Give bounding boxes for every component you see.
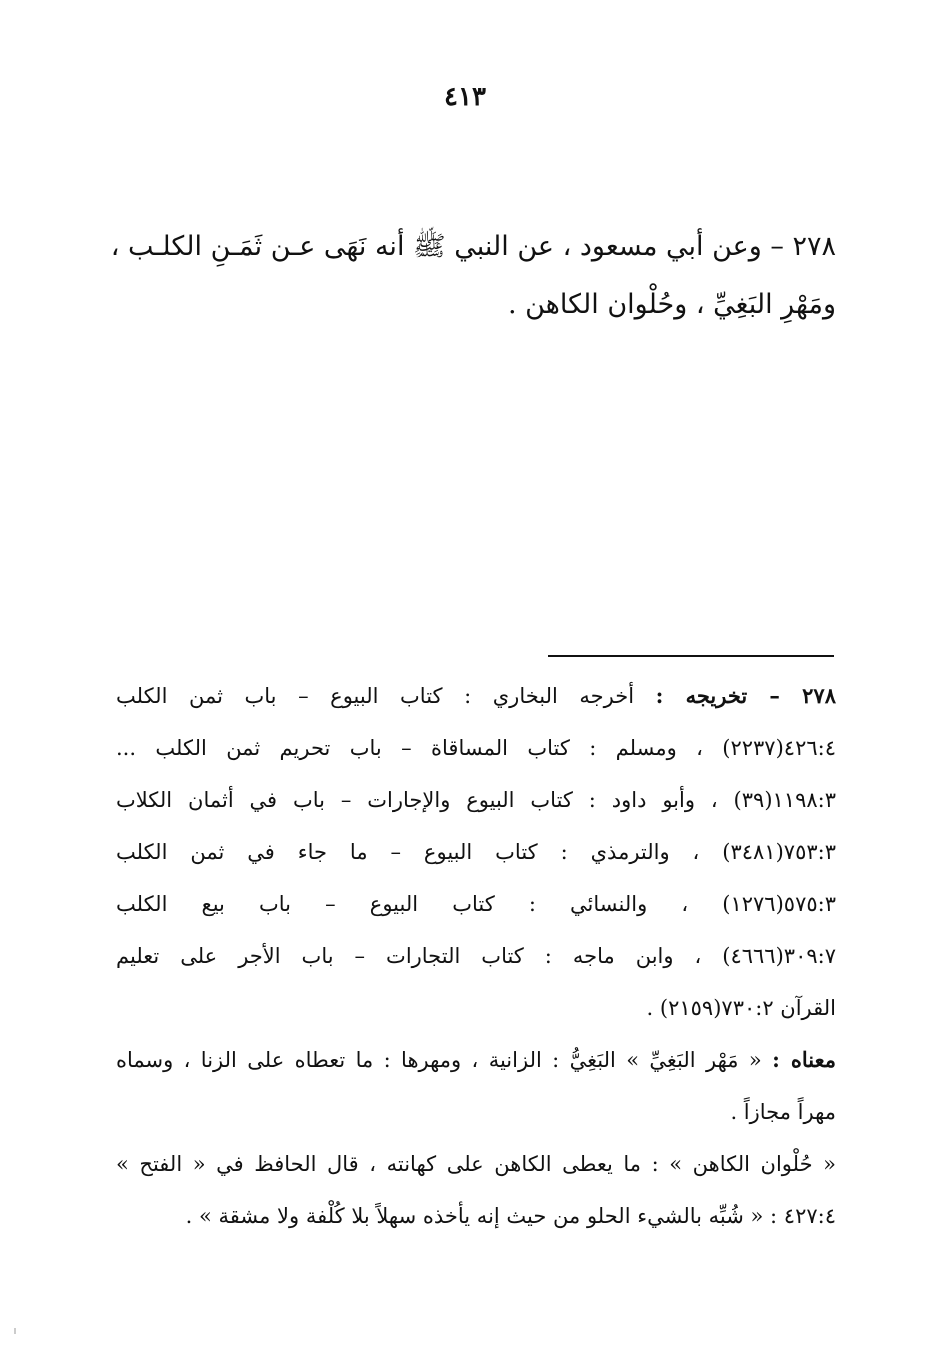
meaning-line-2: مهراً مجازاً .	[730, 1100, 836, 1124]
hulwan-line-2: ٤٢٧:٤ : « شُبِّه بالشيء الحلو من حيث إنه يأخذه سهلاً بلا كُلْفة ولا مشقة » .	[185, 1204, 836, 1228]
takhrij-line-3: ١١٩٨:٣(٣٩) ، وأبو داود : كتاب البيوع والإجارات – باب في أثمان الكلاب	[116, 788, 836, 812]
takhrij-line-6: ٣٠٩:٧(٤٦٦٦) ، وابن ماجه : كتاب التجارات – باب الأجر على تعليم	[116, 944, 836, 968]
takhrij-line-1-text: أخرجه البخاري : كتاب البيوع – باب ثمن الكلب	[116, 684, 656, 708]
hadith-text	[106, 218, 836, 334]
takhrij-label: ٢٧٨ – تخريجه :	[655, 683, 836, 708]
hulwan-line-1: « حُلْوان الكاهن » : ما يعطى الكاهن على كهانته ، قال الحافظ في « الفتح »	[116, 1152, 836, 1176]
footnote-separator	[548, 655, 834, 657]
meaning-line-1-text: « مَهْر البَغِيِّ » البَغِيُّ : الزانية ، ومهرها : ما تعطاه على الزنا ، وسماه	[116, 1048, 773, 1072]
takhrij-line-5: ٥٧٥:٣(١٢٧٦) ، والنسائي : كتاب البيوع – باب بيع الكلب	[116, 892, 836, 916]
takhrij-line-7: القرآن ٧٣٠:٢(٢١٥٩) .	[646, 996, 836, 1020]
page-number: ٤١٣	[444, 82, 486, 112]
footnotes	[116, 676, 836, 1248]
meaning-label: معناه :	[772, 1047, 836, 1072]
hadith-line-2: ومَهْرِ البَغِيِّ ، وحُلْوان الكاهن .	[507, 289, 836, 320]
takhrij-line-4: ٧٥٣:٣(٣٤٨١) ، والترمذي : كتاب البيوع – ما جاء في ثمن الكلب	[116, 840, 836, 864]
meaning-line-1	[116, 1040, 836, 1092]
margin-mark	[14, 1328, 16, 1334]
takhrij-line-2: ٤٢٦:٤(٢٢٣٧) ، ومسلم : كتاب المساقاة – باب تحريم ثمن الكلب ...	[116, 736, 836, 760]
hadith-line-1: ٢٧٨ – وعن أبي مسعود ، عن النبي ﷺ أنه نَهَى عـن ثَمَـنِ الكلـب ،	[110, 231, 836, 262]
takhrij-line-1	[116, 676, 836, 728]
